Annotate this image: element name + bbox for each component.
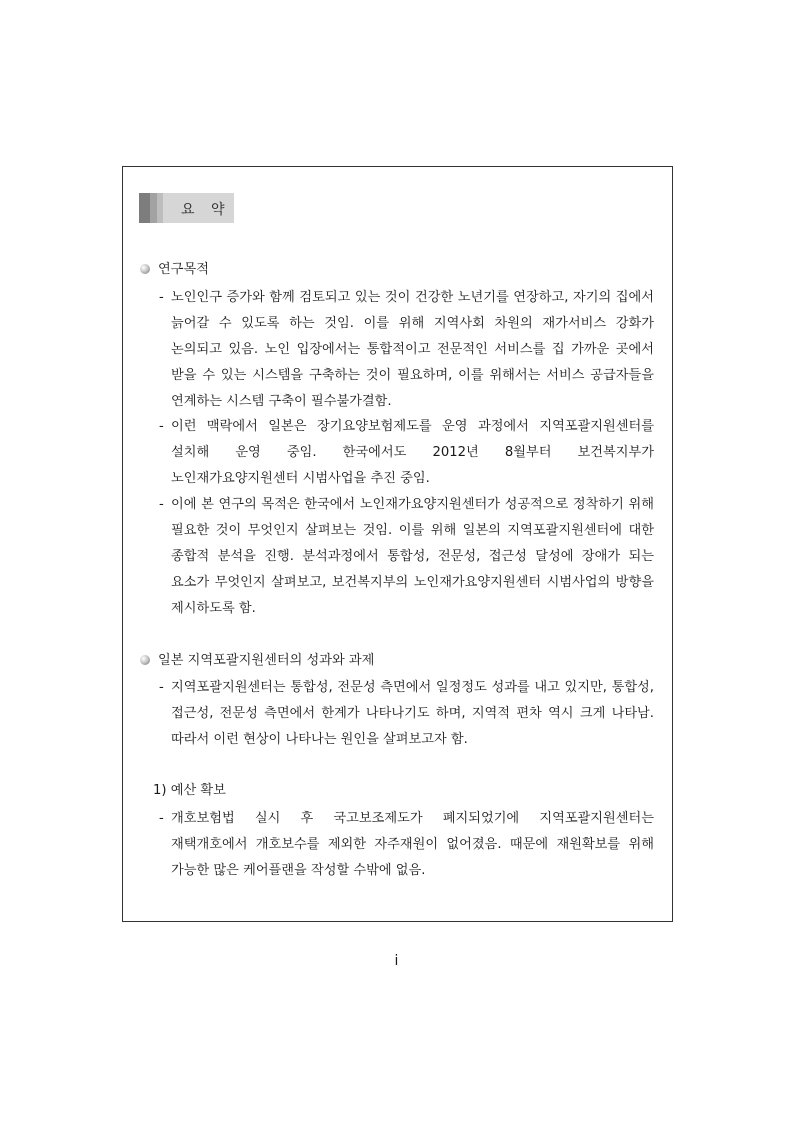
section-heading (140, 260, 209, 280)
dash-marker: - (159, 419, 164, 434)
sphere-bullet-icon (140, 264, 150, 274)
list-item (159, 285, 654, 415)
dash-marker: - (159, 680, 164, 695)
subsection-heading: 1) 예산 확보 (153, 783, 226, 798)
dash-marker: - (159, 811, 164, 826)
summary-title: 요 약 (181, 202, 231, 218)
list-item (159, 675, 654, 753)
list-item-text: 이런 맥락에서 일본은 장기요양보험제도를 운영 과정에서 지역포괄지원센터를 설치해 운영 중임. 한국에서도 2012년 8월부터 보건복지부가 노인재가요양지원센터 시범사업을 추진 중임. (171, 419, 654, 486)
list-item-text: 개호보험법 실시 후 국고보조제도가 폐지되었기에 지역포괄지원센터는 재택개호에서 개호보수를 제외한 자주재원이 없어졌음. 때문에 재원확보를 위해 가능한 많은 케어플랜을 작성할 수밖에 없음. (171, 811, 654, 878)
header-accent-bar (139, 193, 150, 223)
dash-marker: - (159, 497, 164, 512)
section-heading (140, 651, 374, 671)
section-heading-text: 일본 지역포괄지원센터의 성과와 과제 (158, 653, 375, 668)
list-item-text-part: 노인인구 증가와 함께 검토되고 있는 것이 건강한 노년기를 연장하고, 자기의 집에서 늙어갈 수 있도록 하는 것임. 이를 위해 지역사회 차원의 재가서비스 강화가 논의되고 있음. 노인 입장에서는 통합적이고 전문적인 서비스를 집 가까운 곳에서 받을 수 있는 시스템을 구축하는 것이 필요하며, (171, 290, 654, 383)
list-item-text-part: 이를 위해서는 서비스 공급자들을 연계하는 시스템 구축이 필수불가결함. (171, 368, 654, 409)
list-item-text: 이에 본 연구의 목적은 한국에서 노인재가요양지원센터가 성공적으로 정착하기 위해 필요한 것이 무엇인지 살펴보는 것임. 이를 위해 일본의 지역포괄지원센터에 대한 종합적 분석을 진행. 분석과정에서 통합성, 전문성, 접근성 달성에 장애가 되는 요소가 무엇인지 살펴보고, 보건복지부의 노인재가요양지원센터 시범사업의 방향을 제시하도록 함. (171, 497, 654, 616)
section-heading-text: 연구목적 (158, 262, 209, 277)
header-accent-bar (150, 193, 157, 223)
list-item (159, 492, 654, 622)
header-accent-bar (157, 193, 163, 223)
summary-header (139, 193, 234, 223)
list-item-text (171, 285, 654, 415)
page-number: i (394, 953, 399, 969)
dash-marker: - (159, 290, 164, 305)
list-item (159, 806, 654, 884)
sphere-bullet-icon (140, 655, 150, 665)
list-item (159, 414, 654, 492)
list-item-text: 지역포괄지원센터는 통합성, 전문성 측면에서 일정정도 성과를 내고 있지만, 통합성, 접근성, 전문성 측면에서 한계가 나타나기도 하며, 지역적 편차 역시 크게 나타남. 따라서 이런 현상이 나타나는 원인을 살펴보고자 함. (171, 680, 654, 747)
